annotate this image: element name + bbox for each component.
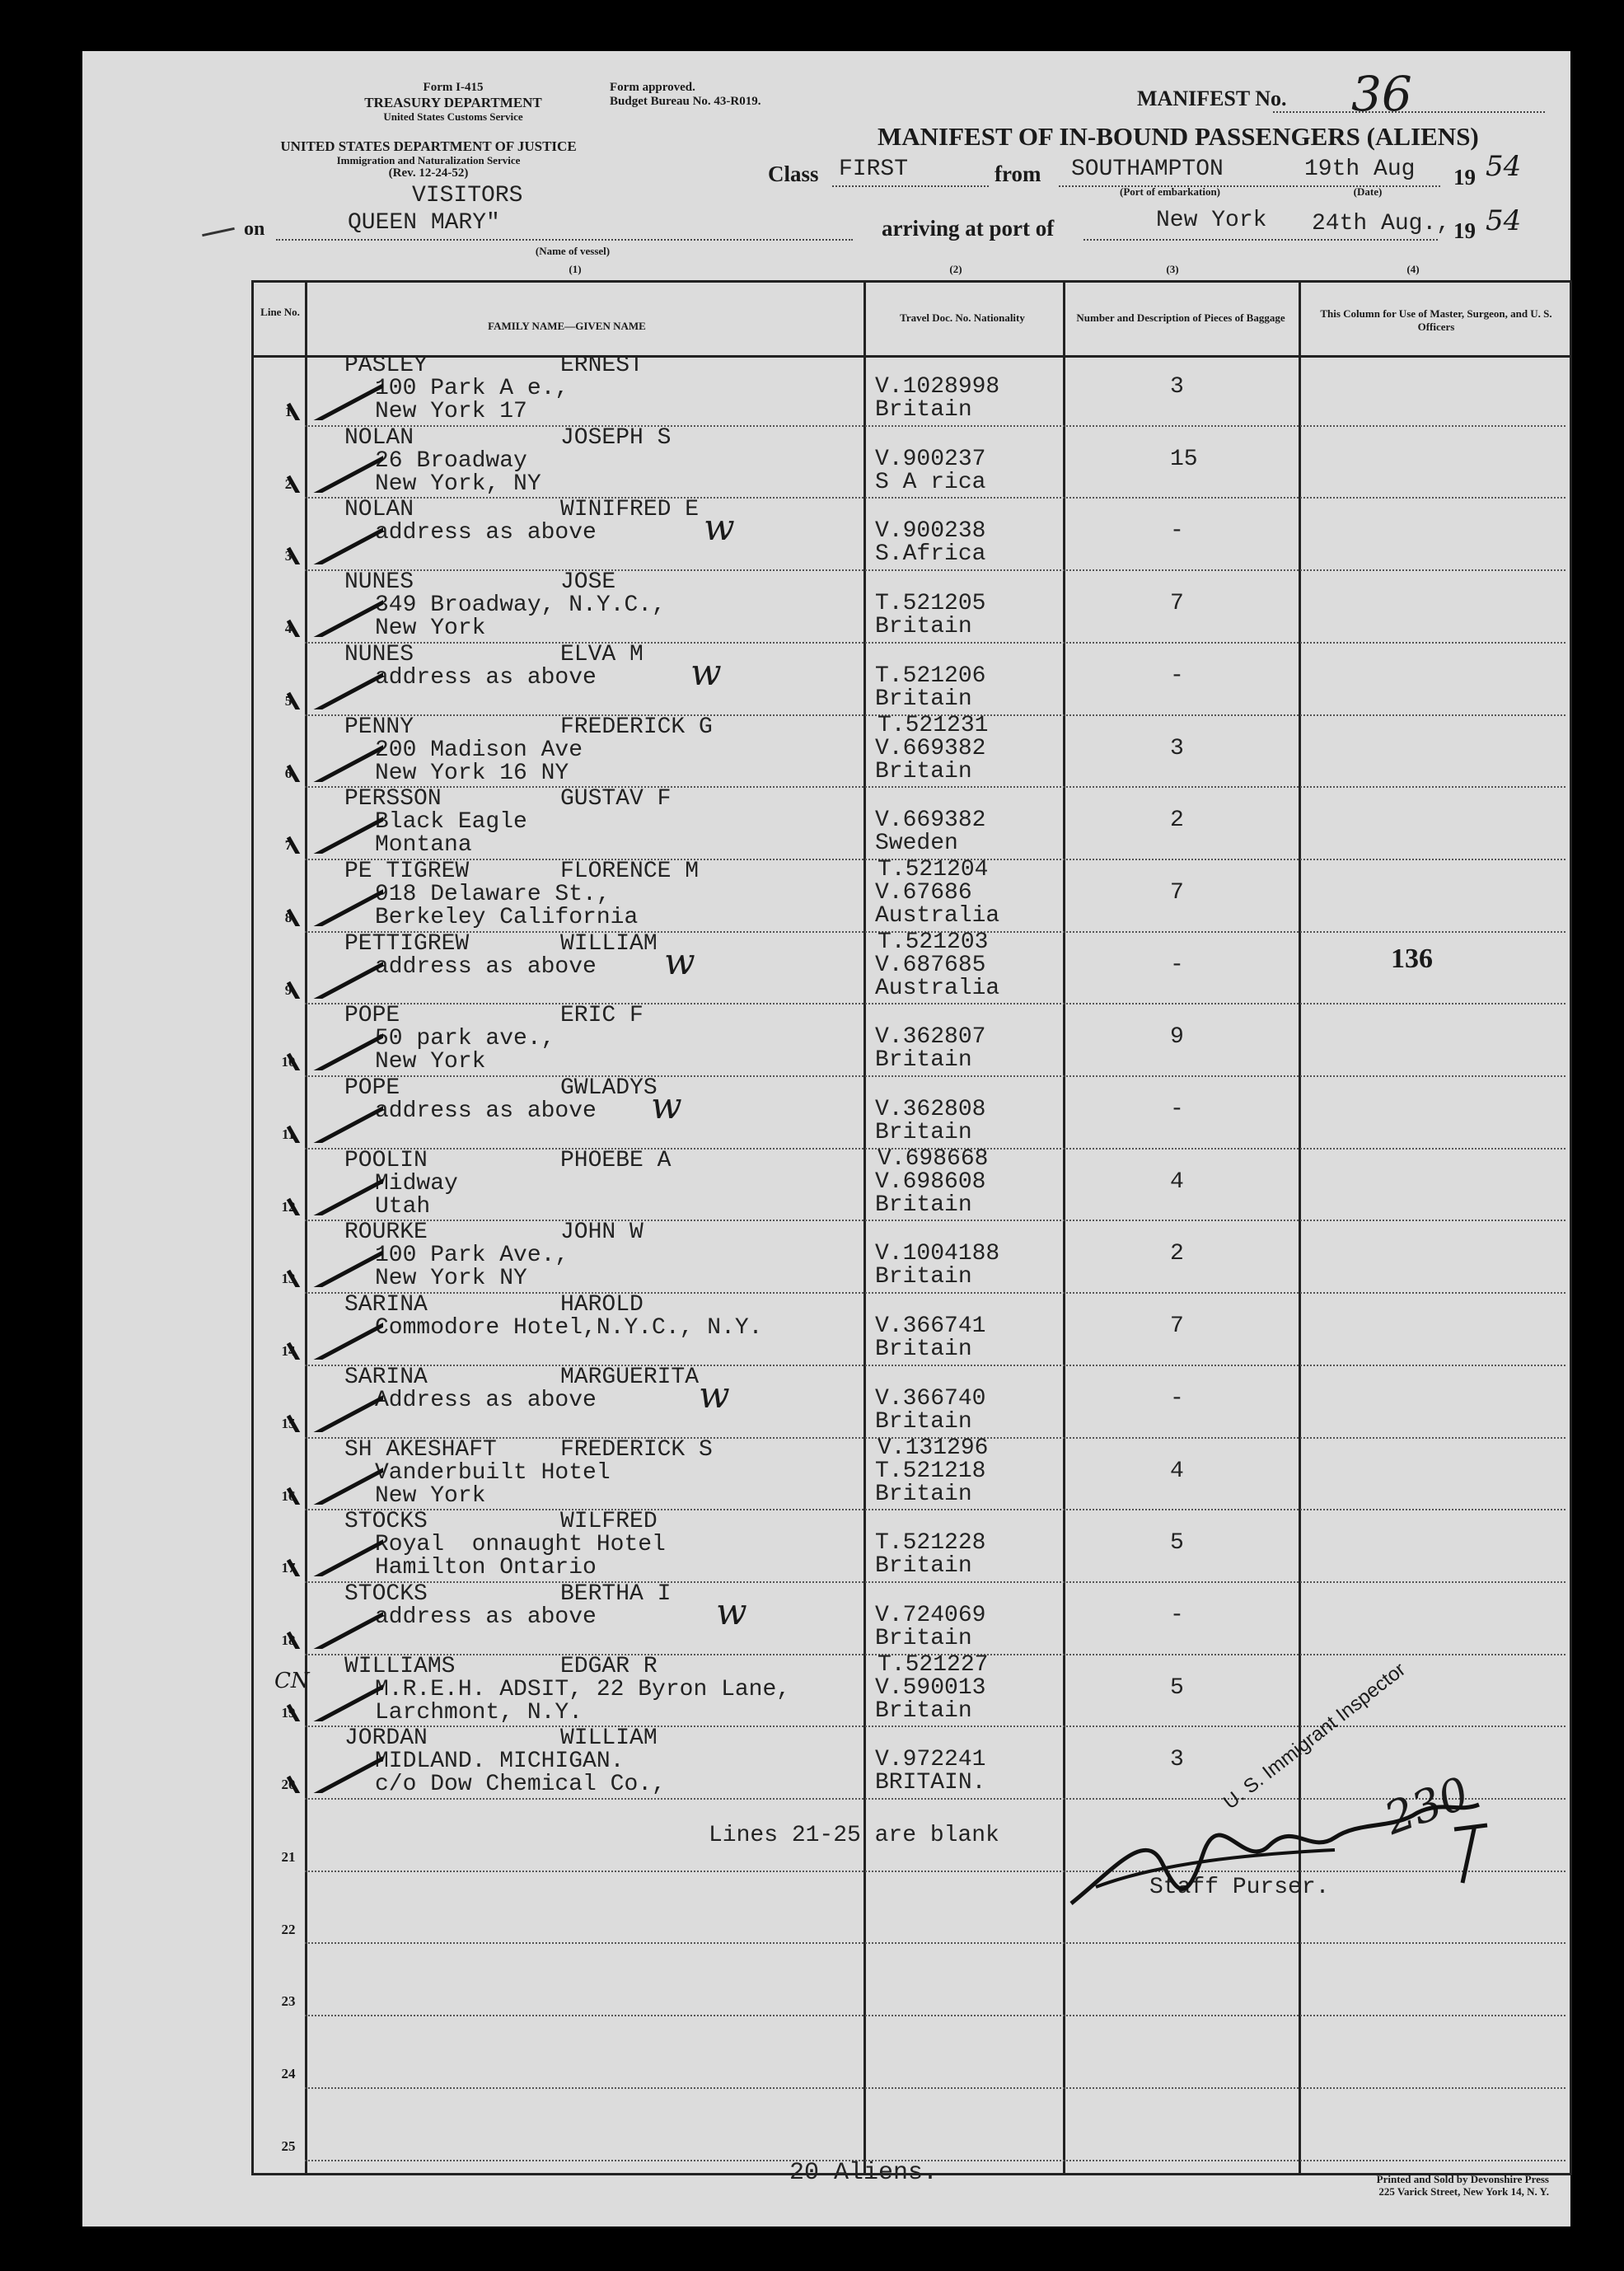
travel-doc-number: V.67686 bbox=[875, 879, 972, 906]
dep-year-prefix: 19 bbox=[1453, 165, 1476, 190]
check-mark bbox=[284, 588, 383, 637]
family-name: PE TIGREW bbox=[344, 858, 470, 884]
family-name: NOLAN bbox=[344, 424, 414, 451]
col-num-3: (3) bbox=[1166, 263, 1179, 275]
family-name: JORDAN bbox=[344, 1725, 428, 1752]
address-line-1: 50 park ave., bbox=[375, 1026, 555, 1052]
header-name: FAMILY NAME—GIVEN NAME bbox=[488, 320, 646, 332]
given-name: ELVA M bbox=[560, 641, 644, 667]
nationality: Britain bbox=[875, 758, 972, 784]
address-line-1: 26 Broadway bbox=[375, 447, 527, 474]
nationality: Britain bbox=[875, 1408, 972, 1435]
travel-doc-number: V.900238 bbox=[875, 518, 986, 545]
given-name: WILFRED bbox=[560, 1509, 658, 1535]
family-name: PERSSON bbox=[344, 786, 442, 812]
line-number: 4 bbox=[284, 620, 293, 637]
justice-label: UNITED STATES DEPARTMENT OF JUSTICE bbox=[280, 138, 577, 154]
address-line-1: MIDLAND. MICHIGAN. bbox=[375, 1749, 625, 1775]
line-number: 16 bbox=[281, 1487, 296, 1504]
check-mark bbox=[284, 1166, 383, 1215]
check-mark bbox=[284, 1744, 383, 1793]
class-label: Class bbox=[768, 162, 819, 186]
given-name: PHOEBE A bbox=[560, 1147, 672, 1173]
line-number: 24 bbox=[281, 2066, 296, 2082]
treasury-label: TREASURY DEPARTMENT bbox=[364, 95, 542, 111]
travel-doc-number: V.724069 bbox=[875, 1602, 986, 1628]
line-number: 2 bbox=[284, 475, 293, 492]
handwritten-slash-mark bbox=[1446, 1813, 1495, 1887]
arr-year-prefix: 19 bbox=[1453, 218, 1476, 243]
address-line-1: address as above bbox=[375, 953, 597, 980]
vessel-name: QUEEN MARY" bbox=[348, 210, 500, 236]
address-line-2: Berkeley California bbox=[375, 904, 639, 930]
line-number: 8 bbox=[284, 909, 293, 925]
family-name: SARINA bbox=[344, 1292, 428, 1318]
nationality: Australia bbox=[875, 902, 1000, 929]
line-number: 5 bbox=[284, 692, 293, 709]
check-mark bbox=[284, 1455, 383, 1505]
travel-doc-prior: T.521231 bbox=[878, 712, 989, 738]
nationality: Britain bbox=[875, 1625, 972, 1651]
travel-doc-prior: T.521203 bbox=[878, 929, 989, 955]
visitors-note: VISITORS bbox=[412, 183, 523, 208]
check-mark bbox=[284, 1238, 383, 1287]
address-line-2: New York, NY bbox=[375, 471, 541, 497]
given-name: WILLIAM bbox=[560, 1725, 658, 1752]
row-separator bbox=[305, 2015, 1565, 2016]
travel-doc-number: V.698608 bbox=[875, 1168, 986, 1195]
address-line-2: New York 16 NY bbox=[375, 760, 569, 786]
line-number: 22 bbox=[281, 1921, 296, 1937]
address-line-1: address as above bbox=[375, 1604, 597, 1630]
travel-doc-number: V.366740 bbox=[875, 1385, 986, 1412]
check-mark bbox=[284, 443, 383, 493]
nationality: Britain bbox=[875, 1192, 972, 1218]
baggage-count: 7 bbox=[1170, 591, 1184, 617]
handwritten-w: w bbox=[704, 507, 735, 550]
col-num-2: (2) bbox=[949, 263, 962, 275]
travel-doc-number: T.521205 bbox=[875, 591, 986, 617]
form-approved: Form approved. bbox=[610, 81, 695, 94]
check-mark bbox=[284, 877, 383, 926]
given-name: ERNEST bbox=[560, 353, 644, 378]
baggage-count: 2 bbox=[1170, 808, 1184, 834]
line-number: 10 bbox=[281, 1054, 296, 1070]
col-num-4: (4) bbox=[1406, 263, 1420, 275]
address-line-1: Vanderbuilt Hotel bbox=[375, 1459, 611, 1486]
baggage-count: 15 bbox=[1170, 446, 1198, 472]
address-line-1: 100 Park A e., bbox=[375, 376, 569, 401]
inspector-stamp: U. S. Immigrant Inspector bbox=[1219, 1658, 1411, 1814]
address-line-1: Address as above bbox=[375, 1387, 597, 1413]
port-caption: (Port of embarkation) bbox=[1119, 185, 1221, 198]
address-line-2: New York bbox=[375, 1482, 486, 1509]
family-name: PASLEY bbox=[344, 353, 428, 378]
baggage-count: - bbox=[1170, 1385, 1184, 1412]
header-travel-doc: Travel Doc. No. Nationality bbox=[900, 311, 1025, 324]
header-baggage: Number and Description of Pieces of Baggage bbox=[1076, 311, 1285, 324]
nationality: Britain bbox=[875, 1264, 972, 1290]
baggage-count: - bbox=[1170, 952, 1184, 978]
travel-doc-number: V.590013 bbox=[875, 1674, 986, 1701]
address-line-2: New York 17 bbox=[375, 399, 527, 424]
ins-label: Immigration and Naturalization Service bbox=[336, 153, 521, 166]
baggage-count: 3 bbox=[1170, 1747, 1184, 1773]
given-name: GUSTAV F bbox=[560, 786, 672, 812]
manifest-title: MANIFEST OF IN-BOUND PASSENGERS (ALIENS) bbox=[878, 122, 1479, 151]
handwritten-w: w bbox=[716, 1590, 747, 1633]
line-number: 19 bbox=[281, 1704, 296, 1721]
address-line-2: Hamilton Ontario bbox=[375, 1555, 597, 1581]
address-line-1: Commodore Hotel,N.Y.C., N.Y. bbox=[375, 1315, 763, 1342]
travel-doc-number: V.687685 bbox=[875, 952, 986, 978]
on-label: on bbox=[244, 218, 265, 240]
customs-label: United States Customs Service bbox=[383, 110, 523, 123]
blank-lines-note: Lines 21-25 are blank bbox=[709, 1823, 999, 1848]
address-line-1: address as above bbox=[375, 1098, 597, 1124]
family-name: STOCKS bbox=[344, 1509, 428, 1535]
justice-block bbox=[243, 138, 614, 181]
address-line-1: 100 Park Ave., bbox=[375, 1243, 569, 1269]
line-number: 14 bbox=[281, 1343, 296, 1360]
arriving-label: arriving at port of bbox=[882, 216, 1055, 241]
given-name: BERTHA I bbox=[560, 1580, 672, 1607]
address-line-1: address as above bbox=[375, 664, 597, 691]
date-caption: (Date) bbox=[1353, 185, 1383, 198]
given-name: JOHN W bbox=[560, 1220, 644, 1246]
nationality: Britain bbox=[875, 1120, 972, 1145]
family-name: POPE bbox=[344, 1003, 400, 1029]
handwritten-w: w bbox=[690, 651, 722, 694]
handwritten-cn: CN bbox=[274, 1669, 310, 1693]
travel-doc-number: V.362807 bbox=[875, 1024, 986, 1051]
travel-doc-number: V.1004188 bbox=[875, 1241, 1000, 1267]
given-name: WINIFRED E bbox=[560, 497, 700, 523]
baggage-count: 4 bbox=[1170, 1168, 1184, 1195]
nationality: S.Africa bbox=[875, 541, 986, 568]
baggage-count: - bbox=[1170, 518, 1184, 545]
address-line-1: Midway bbox=[375, 1170, 458, 1196]
line-number: 17 bbox=[281, 1560, 296, 1576]
travel-doc-number: V.1028998 bbox=[875, 374, 1000, 400]
vessel-caption: (Name of vessel) bbox=[535, 245, 611, 257]
handwritten-w: w bbox=[651, 1085, 682, 1127]
travel-doc-prior: T.521227 bbox=[878, 1651, 989, 1678]
baggage-count: 2 bbox=[1170, 1241, 1184, 1267]
address-line-1: Royal onnaught Hotel bbox=[375, 1532, 666, 1558]
travel-doc-number: V.362808 bbox=[875, 1097, 986, 1122]
header-officers: This Column for Use of Master, Surgeon, and U. S. Officers bbox=[1320, 307, 1552, 333]
baggage-count: 3 bbox=[1170, 374, 1184, 400]
address-line-1: Black Eagle bbox=[375, 809, 527, 836]
nationality: S A rica bbox=[875, 469, 986, 495]
handwritten-w: w bbox=[664, 940, 695, 983]
address-line-2: c/o Dow Chemical Co., bbox=[375, 1772, 666, 1798]
line-number: 21 bbox=[281, 1849, 296, 1865]
handwritten-230: 230 bbox=[1378, 1767, 1476, 1845]
printer-line1: Printed and Sold by Devonshire Press bbox=[1376, 2173, 1549, 2185]
family-name: PENNY bbox=[344, 714, 414, 740]
alien-count: 20 Aliens. bbox=[789, 2159, 938, 2187]
given-name: GWLADYS bbox=[560, 1075, 658, 1101]
arrival-port: New York bbox=[1156, 208, 1267, 233]
line-number: 11 bbox=[281, 1126, 296, 1142]
baggage-count: 5 bbox=[1170, 1674, 1184, 1701]
address-line-2: New York bbox=[375, 1049, 486, 1075]
family-name: NUNES bbox=[344, 569, 414, 596]
line-number: 7 bbox=[284, 837, 293, 854]
address-line-1: address as above bbox=[375, 520, 597, 546]
line-number: 23 bbox=[281, 1993, 296, 2010]
from-value: SOUTHAMPTON bbox=[1071, 157, 1224, 182]
staff-purser: Staff Purser. bbox=[1149, 1875, 1330, 1900]
from-label: from bbox=[995, 162, 1041, 186]
family-name: WILLIAMS bbox=[344, 1653, 456, 1679]
family-name: ROURKE bbox=[344, 1220, 428, 1246]
nationality: Britain bbox=[875, 397, 972, 423]
nationality: Britain bbox=[875, 1047, 972, 1074]
budget-bureau: Budget Bureau No. 43-R019. bbox=[610, 95, 761, 109]
baggage-count: 3 bbox=[1170, 735, 1184, 761]
signature bbox=[1063, 1772, 1491, 1920]
address-line-2: Utah bbox=[375, 1193, 431, 1220]
count-annotation: 136 bbox=[1391, 944, 1433, 974]
line-number: 1 bbox=[284, 404, 293, 419]
dep-year: 54 bbox=[1486, 150, 1522, 183]
given-name: JOSEPH S bbox=[560, 424, 672, 451]
address-line-1: 200 Madison Ave bbox=[375, 737, 583, 763]
check-mark bbox=[284, 804, 383, 854]
line-number: 20 bbox=[281, 1777, 296, 1793]
line-number: 13 bbox=[281, 1271, 296, 1287]
given-name: ERIC F bbox=[560, 1003, 644, 1029]
row-separator bbox=[305, 2087, 1565, 2089]
arr-year: 54 bbox=[1486, 204, 1522, 237]
given-name: FREDERICK S bbox=[560, 1436, 713, 1463]
given-name: WILLIAM bbox=[560, 930, 658, 957]
family-name: NOLAN bbox=[344, 497, 414, 523]
baggage-count: 4 bbox=[1170, 1458, 1184, 1484]
class-value: FIRST bbox=[839, 157, 909, 182]
check-mark bbox=[284, 1383, 383, 1432]
travel-doc-prior: V.131296 bbox=[878, 1435, 989, 1461]
line-number: 12 bbox=[281, 1198, 296, 1215]
family-name: NUNES bbox=[344, 641, 414, 667]
check-mark bbox=[284, 733, 383, 782]
departure-date: 19th Aug bbox=[1304, 157, 1416, 182]
given-name: MARGUERITA bbox=[560, 1364, 700, 1390]
line-number: 6 bbox=[284, 765, 293, 781]
revision-label: (Rev. 12-24-52) bbox=[388, 166, 469, 180]
family-name: STOCKS bbox=[344, 1580, 428, 1607]
address-line-2: New York NY bbox=[375, 1266, 527, 1292]
address-line-2: New York bbox=[375, 616, 486, 642]
baggage-count: 9 bbox=[1170, 1024, 1184, 1051]
manifest-number: 36 bbox=[1351, 66, 1412, 122]
given-name: JOSE bbox=[560, 569, 616, 596]
nationality: Britain bbox=[875, 686, 972, 712]
travel-doc-number: V.669382 bbox=[875, 808, 986, 834]
address-line-1: M.R.E.H. ADSIT, 22 Byron Lane, bbox=[375, 1676, 791, 1702]
travel-doc-number: T.521218 bbox=[875, 1458, 986, 1484]
form-approval-block bbox=[610, 81, 824, 110]
given-name: FREDERICK G bbox=[560, 714, 713, 740]
travel-doc-number: V.366741 bbox=[875, 1313, 986, 1340]
travel-doc-number: V.900237 bbox=[875, 446, 986, 472]
nationality: Britain bbox=[875, 1697, 972, 1724]
nationality: Australia bbox=[875, 975, 1000, 1001]
check-mark bbox=[284, 1599, 383, 1649]
check-mark bbox=[284, 949, 383, 999]
travel-doc-number: V.972241 bbox=[875, 1747, 986, 1773]
nationality: Britain bbox=[875, 1337, 972, 1363]
col-num-1: (1) bbox=[569, 263, 582, 275]
manifest-no-label: MANIFEST No. bbox=[1137, 87, 1287, 110]
baggage-count: - bbox=[1170, 1097, 1184, 1122]
travel-doc-prior: T.521204 bbox=[878, 856, 989, 883]
address-line-1: 349 Broadway, N.Y.C., bbox=[375, 592, 666, 619]
given-name: FLORENCE M bbox=[560, 858, 700, 884]
given-name: HAROLD bbox=[560, 1292, 644, 1318]
baggage-count: 7 bbox=[1170, 1313, 1184, 1340]
nationality: BRITAIN. bbox=[875, 1770, 986, 1796]
check-mark bbox=[284, 1527, 383, 1576]
printer-line2: 225 Varick Street, New York 14, N. Y. bbox=[1378, 2184, 1549, 2198]
arrival-date: 24th Aug., bbox=[1312, 211, 1451, 236]
baggage-count: 7 bbox=[1170, 879, 1184, 906]
check-mark bbox=[284, 1021, 383, 1070]
nationality: Britain bbox=[875, 614, 972, 640]
baggage-count: - bbox=[1170, 663, 1184, 689]
check-mark bbox=[284, 1093, 383, 1143]
check-mark bbox=[284, 515, 383, 564]
address-line-2: Montana bbox=[375, 832, 472, 859]
family-name: POPE bbox=[344, 1075, 400, 1101]
family-name: POOLIN bbox=[344, 1147, 428, 1173]
line-number: 3 bbox=[284, 548, 293, 564]
row-separator bbox=[305, 1942, 1565, 1944]
check-mark bbox=[284, 660, 383, 709]
nationality: Britain bbox=[875, 1481, 972, 1507]
form-number: Form I-415 bbox=[423, 81, 484, 94]
header-line-no: Line No. bbox=[260, 306, 300, 318]
family-name: PETTIGREW bbox=[344, 930, 470, 957]
given-name: EDGAR R bbox=[560, 1653, 658, 1679]
line-number: 9 bbox=[284, 981, 293, 998]
check-mark bbox=[284, 1310, 383, 1360]
family-name: SH AKESHAFT bbox=[344, 1436, 497, 1463]
form-header-block bbox=[313, 81, 593, 124]
travel-doc-number: V.669382 bbox=[875, 735, 986, 761]
line-number: 15 bbox=[281, 1415, 296, 1431]
line-number: 25 bbox=[281, 2138, 296, 2154]
handwritten-w: w bbox=[699, 1374, 730, 1416]
travel-doc-number: T.521228 bbox=[875, 1530, 986, 1557]
address-line-2: Larchmont, N.Y. bbox=[375, 1699, 583, 1725]
travel-doc-number: T.521206 bbox=[875, 663, 986, 689]
address-line-1: 918 Delaware St., bbox=[375, 881, 611, 907]
baggage-count: - bbox=[1170, 1602, 1184, 1628]
line-number: 18 bbox=[281, 1632, 296, 1648]
nationality: Britain bbox=[875, 1553, 972, 1580]
check-mark bbox=[284, 371, 383, 420]
family-name: SARINA bbox=[344, 1364, 428, 1390]
baggage-count: 5 bbox=[1170, 1530, 1184, 1557]
travel-doc-prior: V.698668 bbox=[878, 1145, 989, 1172]
nationality: Sweden bbox=[875, 831, 958, 857]
printer-block bbox=[1236, 2174, 1549, 2198]
